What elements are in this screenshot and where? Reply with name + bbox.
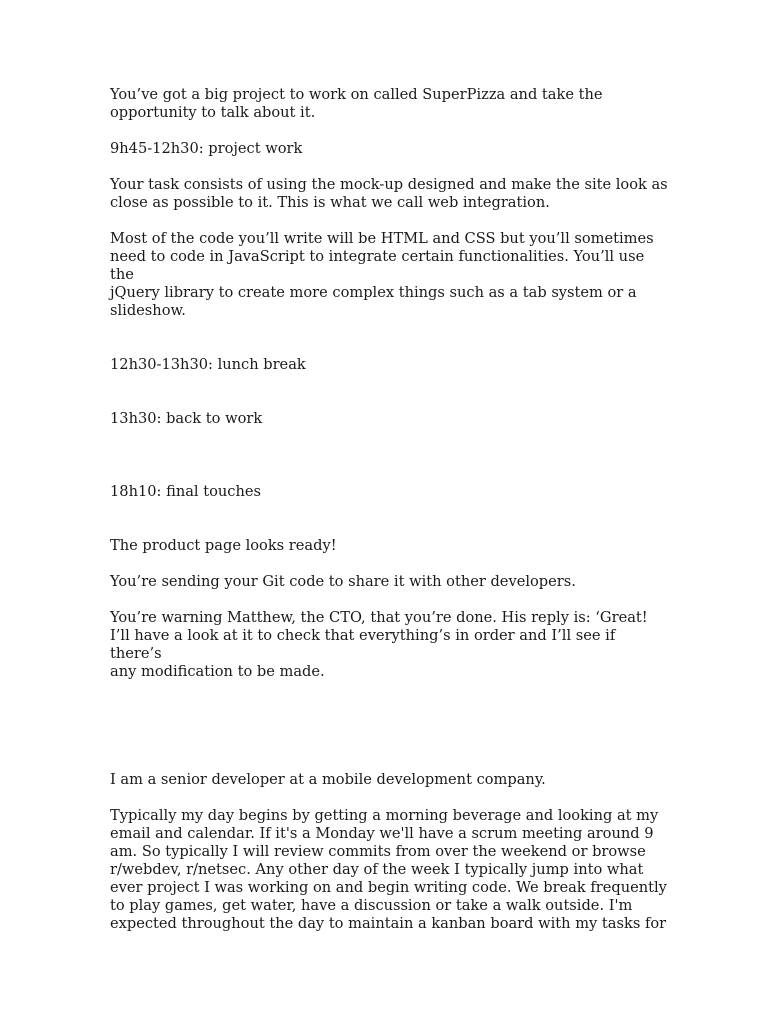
paragraph-intro: You’ve got a big project to work on called SuperPizza and take the opportunity to talk about it. [110,86,603,121]
paragraph-task-description: Your task consists of using the mock-up designed and make the site look as close as possible to it. This is what we call web integration. [110,176,668,211]
paragraph-senior-developer: I am a senior developer at a mobile development company. [110,771,546,788]
paragraph-git-share: You’re sending your Git code to share it with other developers. [110,573,576,590]
paragraph-back-to-work: 13h30: back to work [110,410,263,427]
paragraph-lunch-break: 12h30-13h30: lunch break [110,356,306,373]
paragraph-final-touches: 18h10: final touches [110,483,261,500]
paragraph-typical-day: Typically my day begins by getting a morning beverage and looking at my email and calendar. If it's a Monday we'll have a scrum meeting around 9 am. So typically I will review commits from over the weekend or browse r/webdev, r/netsec. Any other day of the week I typically jump into what ever project I was working on and begin writing code. We break frequently to play games, get water, have a discussion or take a walk outside. I'm expected throughout the day to maintain a kanban board with my tasks for [110,807,667,932]
paragraph-product-ready: The product page looks ready! [110,537,337,554]
paragraph-cto-reply: You’re warning Matthew, the CTO, that you’re done. His reply is: ‘Great! I’ll have a look at it to check that everything’s in order and I’ll see if there’s any modification to be made. [110,609,648,680]
paragraph-project-work-time: 9h45-12h30: project work [110,140,303,157]
paragraph-code-description: Most of the code you’ll write will be HTML and CSS but you’ll sometimes need to code in JavaScript to integrate certain functionalities. You’ll use the jQuery library to create more complex things such as a tab system or a slideshow. [110,230,654,319]
document-body [110,86,670,933]
